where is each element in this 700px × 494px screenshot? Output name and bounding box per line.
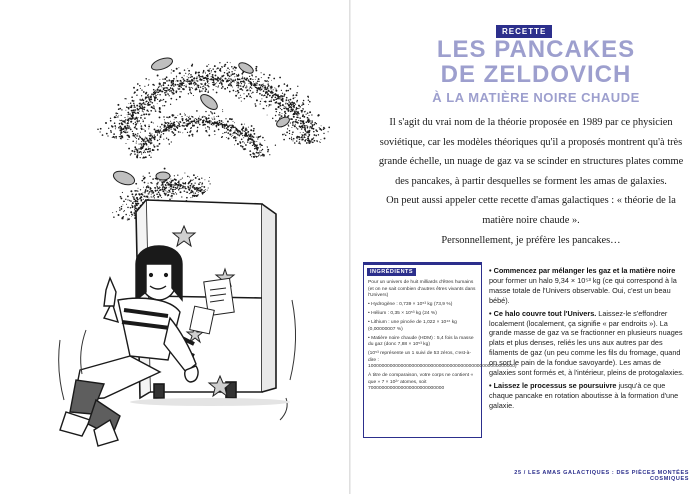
left-page-illustration — [0, 0, 349, 494]
intro-paragraph-3: Personnellement, je préfère les pancakes… — [441, 234, 621, 246]
title-line-1: LES PANCAKES — [436, 36, 636, 63]
step-2-text: Laissez-le s'effondrer localement (localement, ça signifie « par endroits »). La grande masse de gaz va se fractionner en plusieurs nuages plats et plus denses, reliés les uns aux autres par des filaments de gaz (un peu comme les fils du fromage, quand on sort le pain de la fondue savoyarde). Les amas de galaxies sont formés et, à l'intérieur, pleins de protogalaxies. — [489, 308, 684, 378]
step-1 — [489, 266, 689, 306]
floor-shadow — [130, 398, 290, 406]
step-3-lead: • Laissez le processus se poursuivre — [489, 380, 617, 390]
page-footer: 25 / LES AMAS GALACTIQUES : DES PIÈCES MONTÉES COSMIQUES — [514, 470, 689, 482]
ingredient-item: • Lithium : une pincée de 1,022 × 10⁴⁶ kg (0,00000007 %) — [368, 320, 457, 332]
step-3-text: jusqu'à ce que chaque pancake en rotation aboutisse à la formation d'une galaxie. — [489, 380, 679, 410]
step-2-lead: • Ce halo couvre tout l'Univers. — [489, 308, 597, 318]
recipe-steps — [489, 266, 689, 414]
ingredients-heading: INGRÉDIENTS — [367, 268, 416, 276]
step-1-lead: • Commencez par mélanger les gaz et la matière noire — [489, 266, 676, 275]
ingredient-item: À titre de comparaison, votre corps ne contient « que » 7 × 10²⁷ atomes, soit 7000000000000000000000000000 — [368, 373, 474, 391]
woman-figure — [60, 246, 198, 446]
intro-paragraph-1: Il s'agit du vrai nom de la théorie proposée en 1989 par ce physicien soviétique, car les modèles théoriques qu'il a proposés montrent qu'à très grande échelle, un nuage de gaz va se scinder en structures plates comme des pancakes, à partir desquelles se forment les amas de galaxies. — [378, 117, 684, 187]
ingredient-item: • Hydrogène : 0,739 × 10⁵³ kg (73,9 %) — [368, 302, 453, 307]
ingredient-item: (10⁵³ représente un 1 suivi de 53 zéros, c'est-à-dire : 100000000000000000000000000000000000000000000000000000) — [368, 351, 517, 369]
title-subtitle: À LA MATIÈRE NOIRE CHAUDE — [432, 90, 640, 105]
fridge-illustration — [0, 0, 349, 494]
intro-text — [373, 113, 689, 250]
ingredient-item: • Hélium : 0,35 × 10⁵³ kg (24 %) — [368, 311, 437, 316]
ingredient-item: • Matière noire chaude (HDM) : 5,4 fois la masse du gaz (donc 7,88 × 10⁵³ kg) — [368, 335, 474, 347]
floating-pancakes — [112, 56, 291, 188]
ingredients-box — [363, 262, 517, 438]
step-2 — [489, 309, 689, 378]
intro-paragraph-2: On peut aussi appeler cette recette d'amas galactiques : « théorie de la matière noire chaude ». — [386, 195, 676, 226]
step-1-text: pour former un halo 9,34 × 10⁵³ kg (ce qui correspond à la masse totale de l'Univers observable. Oui, c'est un beau bébé). — [489, 275, 677, 305]
page-title — [391, 37, 681, 106]
cosmic-cloud — [97, 62, 330, 221]
right-page-text — [351, 0, 700, 494]
step-3 — [489, 381, 689, 411]
recipe-tag: RECETTE — [496, 25, 552, 38]
ingredients-list — [368, 280, 517, 395]
title-line-2: DE ZELDOVICH — [440, 61, 632, 88]
ingredient-item: Pour un univers de huit milliards d'êtres humains (et on ne sait combien d'autres êtres vivants dans l'Univers) — [368, 280, 476, 298]
